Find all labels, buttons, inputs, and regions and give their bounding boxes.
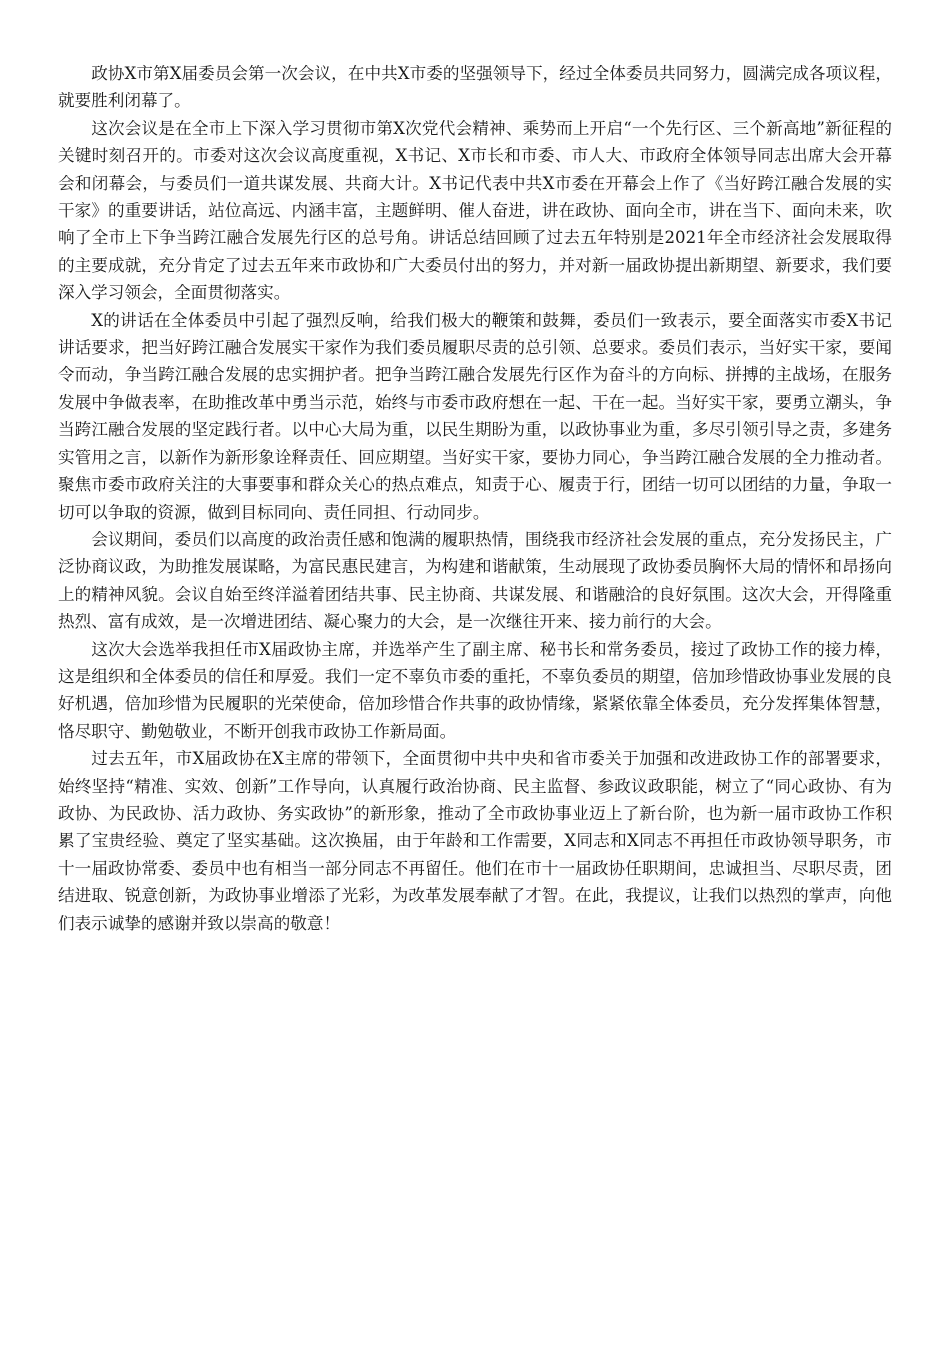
paragraph-5: 这次大会选举我担任市X届政协主席，并选举产生了副主席、秘书长和常务委员，接过了政协工作的接力棒，这是组织和全体委员的信任和厚爱。我们一定不辜负市委的重托，不辜负委员的期望，倍加珍惜政协事业发展的良好机遇，倍加珍惜为民履职的光荣使命，倍加珍惜合作共事的政协情缘，紧紧依靠全体委员，充分发挥集体智慧，恪尽职守、勤勉敬业，不断开创我市政协工作新局面。	[58, 639, 892, 741]
paragraph-1: 政协X市第X届委员会第一次会议，在中共X市委的坚强领导下，经过全体委员共同努力，圆满完成各项议程，就要胜利闭幕了。	[58, 64, 892, 111]
document-body	[58, 60, 892, 937]
paragraph-4: 会议期间，委员们以高度的政治责任感和饱满的履职热情，围绕我市经济社会发展的重点，充分发扬民主，广泛协商议政，为助推发展谋略，为富民惠民建言，为构建和谐献策，生动展现了政协委员胸怀大局的情怀和昂扬向上的精神风貌。会议自始至终洋溢着团结共事、民主协商、共谋发展、和谐融洽的良好氛围。这次大会，开得隆重热烈、富有成效，是一次增进团结、凝心聚力的大会，是一次继往开来、接力前行的大会。	[58, 529, 892, 632]
paragraph-6: 过去五年，市X届政协在X主席的带领下，全面贯彻中共中央和省市委关于加强和改进政协工作的部署要求，始终坚持“精准、实效、创新”工作导向，认真履行政治协商、民主监督、参政议政职能，树立了“同心政协、有为政协、为民政协、活力政协、务实政协”的新形象，推动了全市政协事业迈上了新台阶，也为新一届市政协工作积累了宝贵经验、奠定了坚实基础。这次换届，由于年龄和工作需要，X同志和X同志不再担任市政协领导职务，市十一届政协常委、委员中也有相当一部分同志不再留任。他们在市十一届政协任职期间，忠诚担当、尽职尽责，团结进取、锐意创新，为政协事业增添了光彩，为改革发展奉献了才智。在此，我提议，让我们以热烈的掌声，向他们表示诚挚的感谢并致以崇高的敬意！	[58, 749, 892, 933]
paragraph-3: X的讲话在全体委员中引起了强烈反响，给我们极大的鞭策和鼓舞，委员们一致表示，要全面落实市委X书记讲话要求，把当好跨江融合发展实干家作为我们委员履职尽责的总引领、总要求。委员们表示，当好实干家，要闻令而动，争当跨江融合发展的忠实拥护者。把争当跨江融合发展先行区作为奋斗的方向标、拼搏的主战场，在服务发展中争做表率，在助推改革中勇当示范，始终与市委市政府想在一起、干在一起。当好实干家，要勇立潮头，争当跨江融合发展的坚定践行者。以中心大局为重，以民生期盼为重，以政协事业为重，多尽引领引导之责，多建务实管用之言，以新作为新形象诠释责任、回应期望。当好实干家，要协力同心，争当跨江融合发展的全力推动者。聚焦市委市政府关注的大事要事和群众关心的热点难点，知责于心、履责于行，团结一切可以团结的力量，争取一切可以争取的资源，做到目标同向、责任同担、行动同步。	[58, 310, 892, 522]
paragraph-2: 这次会议是在全市上下深入学习贯彻市第X次党代会精神、乘势而上开启“一个先行区、三个新高地”新征程的关键时刻召开的。市委对这次会议高度重视，X书记、X市长和市委、市人大、市政府全体领导同志出席大会开幕会和闭幕会，与委员们一道共谋发展、共商大计。X书记代表中共X市委在开幕会上作了《当好跨江融合发展的实干家》的重要讲话，站位高远、内涵丰富，主题鲜明、催人奋进，讲在政协、面向全市，讲在当下、面向未来，吹响了全市上下争当跨江融合发展先行区的总号角。讲话总结回顾了过去五年特别是2021年全市经济社会发展取得的主要成就，充分肯定了过去五年来市政协和广大委员付出的努力，并对新一届政协提出新期望、新要求，我们要深入学习领会，全面贯彻落实。	[58, 118, 892, 303]
